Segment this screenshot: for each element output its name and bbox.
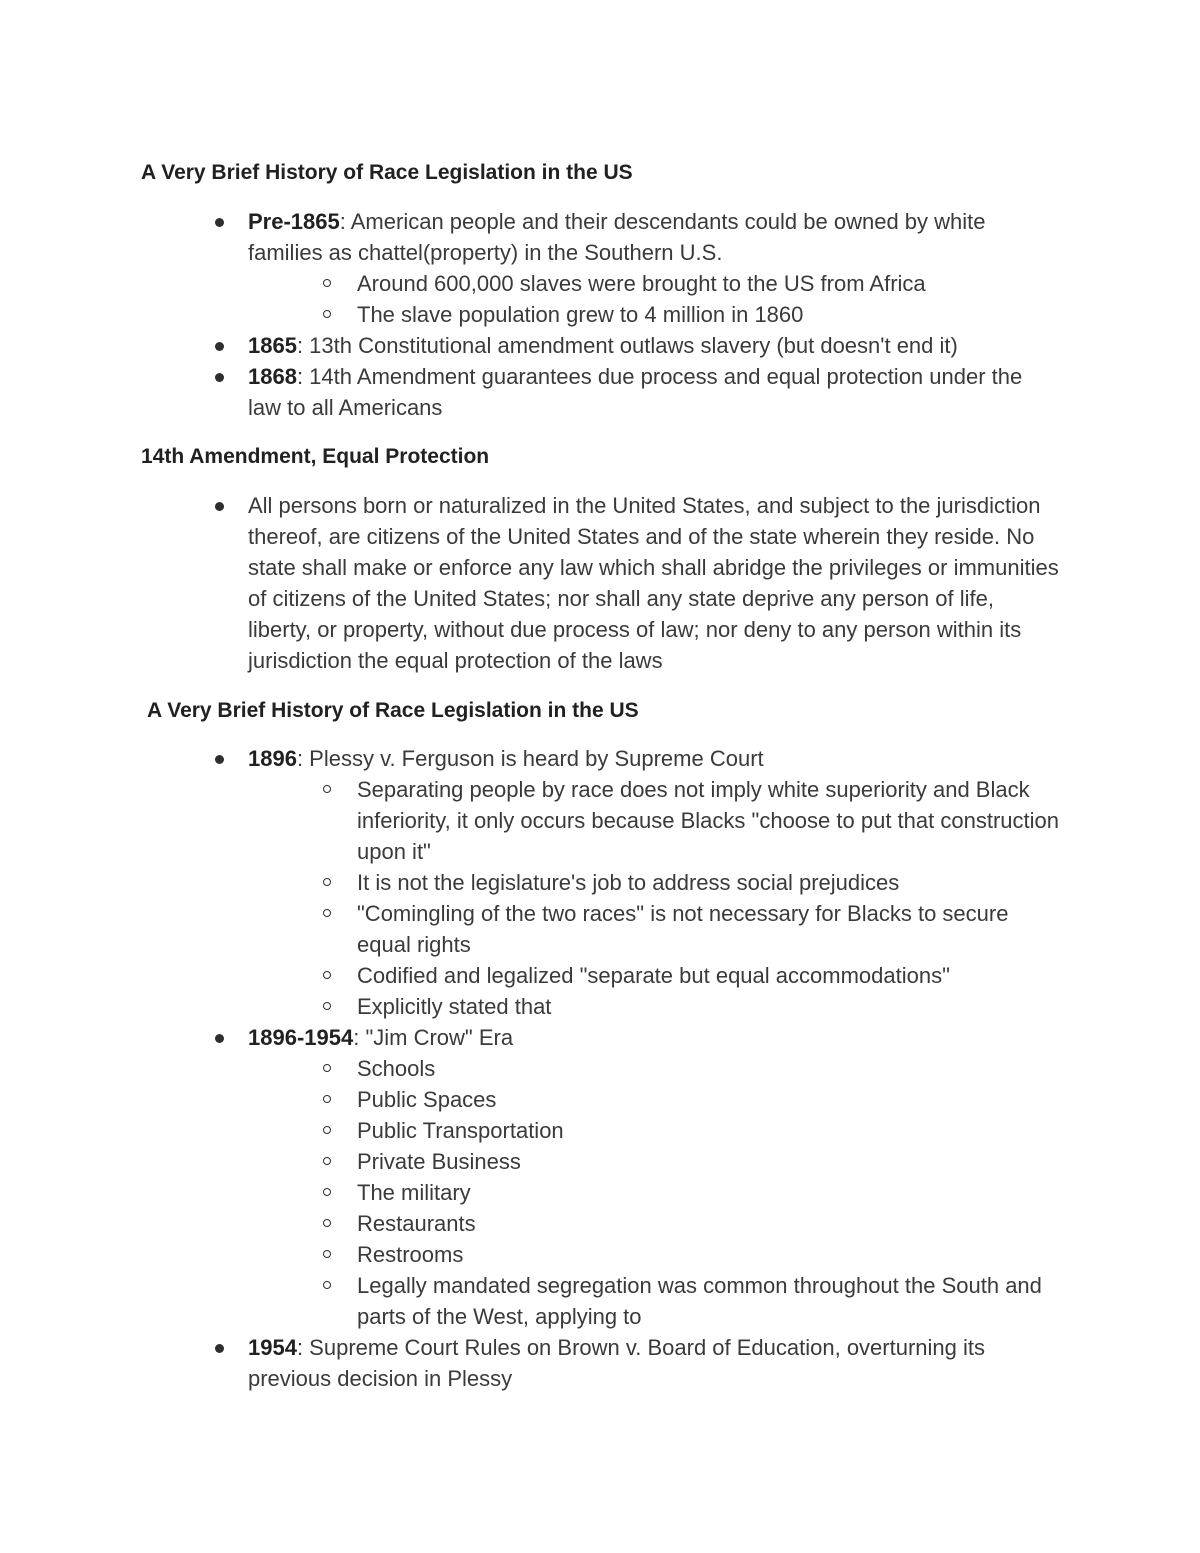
bullet-circle-icon (323, 1188, 331, 1196)
item-text: : Plessy v. Ferguson is heard by Supreme Court (296, 746, 764, 771)
list-item (0, 743, 1060, 774)
item-text: Separating people by race does not imply white superiority and Black inferiority, it only occurs because Blacks "choose to put that construction upon it" (357, 777, 1059, 864)
sub-list-item (0, 1270, 1060, 1332)
item-text: Public Spaces (357, 1087, 497, 1112)
item-text: "Comingling of the two races" is not necessary for Blacks to secure equal rights (357, 901, 1009, 957)
bullet-circle-icon (323, 1157, 331, 1165)
bullet-circle-icon (323, 1250, 331, 1258)
bullet-list (0, 206, 1200, 423)
sub-list-item (0, 1177, 1060, 1208)
bullet-disc-icon (215, 502, 224, 511)
item-text: Public Transportation (357, 1118, 564, 1143)
sub-list-item (0, 268, 1060, 299)
bullet-circle-icon (323, 1281, 331, 1289)
bullet-circle-icon (323, 878, 331, 886)
sub-list-item (0, 867, 1060, 898)
item-text: Restrooms (357, 1242, 464, 1267)
item-text: : Supreme Court Rules on Brown v. Board of Education, overturning its previous decision in Plessy (248, 1335, 986, 1391)
item-label: 1896-1954 (248, 1025, 354, 1050)
bullet-circle-icon (323, 1064, 331, 1072)
sub-list-item (0, 991, 1060, 1022)
sub-list-item (0, 774, 1060, 867)
sub-list-item (0, 960, 1060, 991)
list-item (0, 206, 1060, 268)
bullet-circle-icon (323, 971, 331, 979)
item-label: 1954 (248, 1335, 297, 1360)
bullet-circle-icon (323, 909, 331, 917)
item-text: All persons born or naturalized in the United States, and subject to the jurisdiction thereof, are citizens of the United States and of the state wherein they reside. No state shall make or enforce any law which shall abridge the privileges or immunities of citizens of the United States; nor shall any state deprive any person of life, liberty, or property, without due process of law; nor deny to any person within its jurisdiction the equal protection of the laws (248, 493, 1059, 673)
item-text: It is not the legislature's job to address social prejudices (357, 870, 900, 895)
bullet-disc-icon (215, 1034, 224, 1043)
list-item (0, 1022, 1060, 1053)
item-text: : "Jim Crow" Era (353, 1025, 514, 1050)
item-text: : 13th Constitutional amendment outlaws slavery (but doesn't end it) (296, 333, 958, 358)
item-text: : American people and their descendants could be owned by white families as chattel(property) in the Southern U.S. (248, 209, 986, 265)
section-heading: 14th Amendment, Equal Protection (141, 445, 490, 468)
item-text: The military (357, 1180, 471, 1205)
bullet-circle-icon (323, 1095, 331, 1103)
sub-list-item (0, 898, 1060, 960)
list-item (0, 330, 1060, 361)
bullet-circle-icon (323, 310, 331, 318)
bullet-disc-icon (215, 755, 224, 764)
bullet-circle-icon (323, 1219, 331, 1227)
item-text: Schools (357, 1056, 436, 1081)
item-text: Legally mandated segregation was common throughout the South and parts of the West, applying to (357, 1273, 1042, 1329)
item-label: 1865 (248, 333, 297, 358)
sub-list-item (0, 1208, 1060, 1239)
sub-list-item (0, 299, 1060, 330)
list-item (0, 490, 1060, 676)
bullet-circle-icon (323, 785, 331, 793)
bullet-disc-icon (215, 218, 224, 227)
bullet-circle-icon (323, 279, 331, 287)
bullet-disc-icon (215, 373, 224, 382)
item-text: : 14th Amendment guarantees due process and equal protection under the law to all Americans (248, 364, 1023, 420)
sub-list-item (0, 1053, 1060, 1084)
item-label: 1868 (248, 364, 297, 389)
item-text: Codified and legalized "separate but equal accommodations" (357, 963, 950, 988)
sub-list-item (0, 1239, 1060, 1270)
sub-list-item (0, 1084, 1060, 1115)
item-text: Restaurants (357, 1211, 476, 1236)
item-text: Private Business (357, 1149, 521, 1174)
item-label: Pre-1865 (248, 209, 340, 234)
bullet-disc-icon (215, 1344, 224, 1353)
sub-list-item (0, 1115, 1060, 1146)
bullet-list (0, 743, 1200, 1394)
item-text: The slave population grew to 4 million in 1860 (357, 302, 804, 327)
section-heading: A Very Brief History of Race Legislation in the US (141, 161, 633, 184)
item-label: 1896 (248, 746, 297, 771)
list-item (0, 1332, 1060, 1394)
bullet-circle-icon (323, 1002, 331, 1010)
bullet-circle-icon (323, 1126, 331, 1134)
item-text: Around 600,000 slaves were brought to the US from Africa (357, 271, 926, 296)
section-heading: A Very Brief History of Race Legislation in the US (147, 699, 639, 722)
bullet-disc-icon (215, 342, 224, 351)
sub-list-item (0, 1146, 1060, 1177)
list-item (0, 361, 1060, 423)
item-text: Explicitly stated that (357, 994, 552, 1019)
bullet-list (0, 490, 1200, 676)
